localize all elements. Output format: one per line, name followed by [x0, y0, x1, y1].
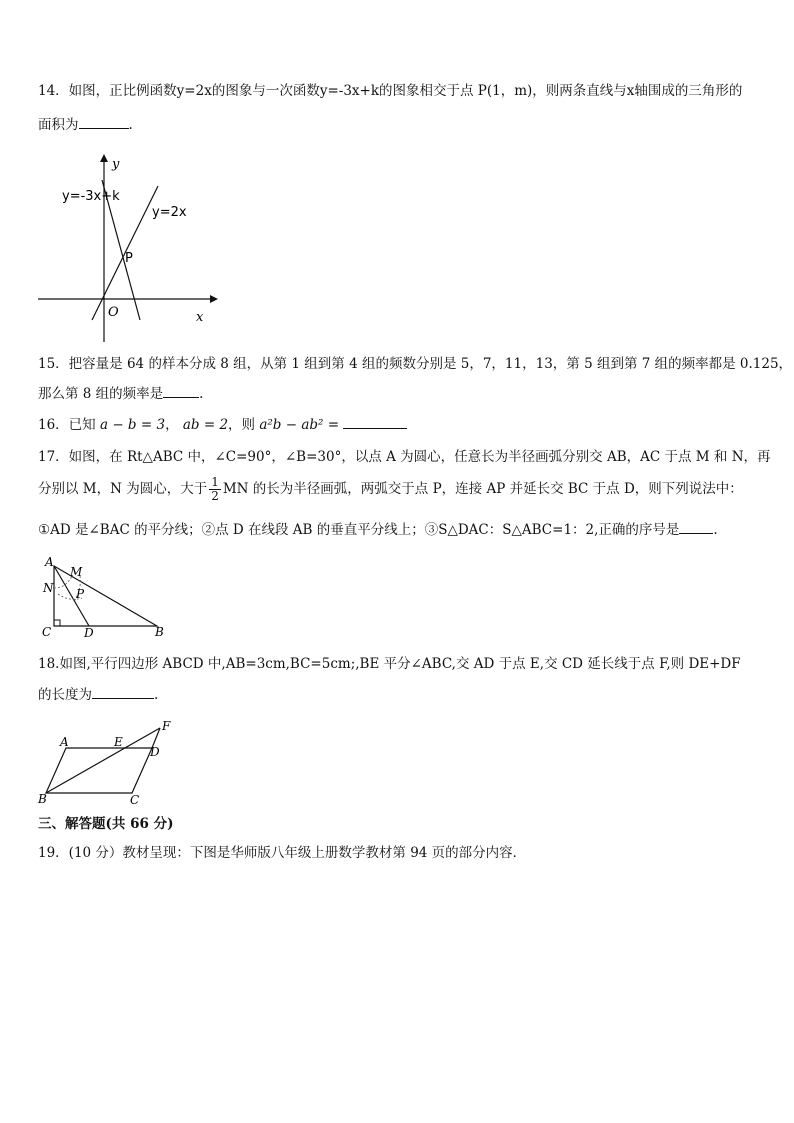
q17-line1: 17．如图，在 Rt△ABC 中，∠C=90°，∠B=30°，以点 A 为圆心，任意长为半径画弧分别交 AB，AC 于点 M 和 N，再 — [38, 449, 771, 465]
q14-label-line1: y=-3x+k — [62, 189, 120, 204]
q15-line1: 15．把容量是 64 的样本分成 8 组，从第 1 组到第 4 组的频数分别是 5，7，11，13，第 5 组到第 7 组的频率都是 0.125， — [38, 356, 793, 372]
q18-label-f: F — [162, 719, 171, 733]
q16-sep: ， — [165, 417, 179, 433]
q16-line — [38, 416, 407, 434]
q14-label-y: y — [112, 157, 120, 172]
q14-label-p: P — [125, 251, 133, 266]
q17-right-angle — [54, 620, 60, 626]
q16-mid: ，则 — [228, 417, 256, 433]
q17-line2 — [38, 476, 743, 503]
q16-expr: a²b − ab² = — [259, 417, 340, 433]
q16-cond1: a − b = 3 — [99, 417, 166, 433]
q14-answer-blank — [79, 116, 129, 129]
q14-y-arrow — [100, 154, 108, 162]
q17-line3-text: ①AD 是∠BAC 的平分线；②点 D 在线段 AB 的垂直平分线上；③S△DAC：S△ABC=1：2,正确的序号是 — [38, 522, 680, 538]
q16-prefix: 16．已知 — [38, 417, 96, 433]
q17-figure — [36, 552, 176, 642]
q18-line2-text: 的长度为 — [38, 687, 92, 703]
q15-answer-blank — [163, 385, 199, 398]
q17-label-a: A — [45, 555, 54, 569]
q16-answer-blank — [343, 416, 407, 429]
q19-line1: 19．(10 分）教材呈现：下图是华师版八年级上册数学教材第 94 页的部分内容． — [38, 845, 527, 861]
q17-label-m: M — [70, 565, 83, 579]
q17-label-b: B — [155, 625, 164, 639]
q17-label-d: D — [84, 626, 94, 640]
q17-line3-end: . — [713, 522, 718, 538]
q18-line1: 18.如图,平行四边形 ABCD 中,AB=3cm,BC=5cm;,BE 平分∠ABC,交 AD 于点 E,交 CD 延长线于点 F,则 DE+DF — [38, 656, 741, 672]
q17-label-n: N — [43, 581, 54, 595]
q14-line2-text: 面积为 — [38, 117, 79, 133]
q17-answer-blank — [679, 521, 713, 534]
q17-frac-den: 2 — [211, 489, 219, 503]
q18-label-e: E — [114, 735, 123, 749]
q16-cond2: ab = 2 — [182, 417, 229, 433]
q18-answer-blank — [92, 686, 154, 699]
q14-line1: 14．如图，正比例函数y=2x的图象与一次函数y=-3x+k的图象相交于点 P(1，m)，则两条直线与x轴围成的三角形的 — [38, 83, 743, 99]
q15-line2-text: 那么第 8 组的频率是 — [38, 386, 164, 402]
q18-label-b: B — [38, 792, 47, 806]
q18-label-c: C — [130, 793, 140, 807]
q15-line2 — [38, 385, 203, 403]
q15-line2-end: . — [199, 386, 204, 402]
q17-line3 — [38, 521, 718, 539]
q18-label-d: D — [150, 745, 160, 759]
q18-line2-end: . — [154, 687, 159, 703]
q17-frac-num: 1 — [211, 475, 219, 489]
q14-label-x: x — [196, 310, 204, 325]
q17-label-c: C — [42, 625, 52, 639]
q14-x-arrow — [210, 295, 218, 303]
q18-line2 — [38, 686, 158, 704]
section-title: 三、解答题(共 66 分) — [38, 816, 174, 832]
q18-parallelogram — [46, 748, 152, 793]
q18-figure — [34, 716, 184, 808]
q17-fraction — [209, 476, 221, 503]
q18-label-a: A — [60, 735, 69, 749]
q14-label-o: O — [108, 305, 119, 320]
q14-figure — [30, 150, 230, 345]
q17-line2-post: MN 的长为半径画弧，两弧交于点 P，连接 AP 并延长交 BC 于点 D，则下列说法中： — [222, 481, 743, 497]
q14-line2 — [38, 116, 133, 134]
q14-line2-end: . — [128, 117, 133, 133]
q17-label-p: P — [76, 587, 85, 601]
q17-line2-pre: 分别以 M，N 为圆心，大于 — [38, 481, 208, 497]
q14-label-line2: y=2x — [152, 205, 187, 220]
